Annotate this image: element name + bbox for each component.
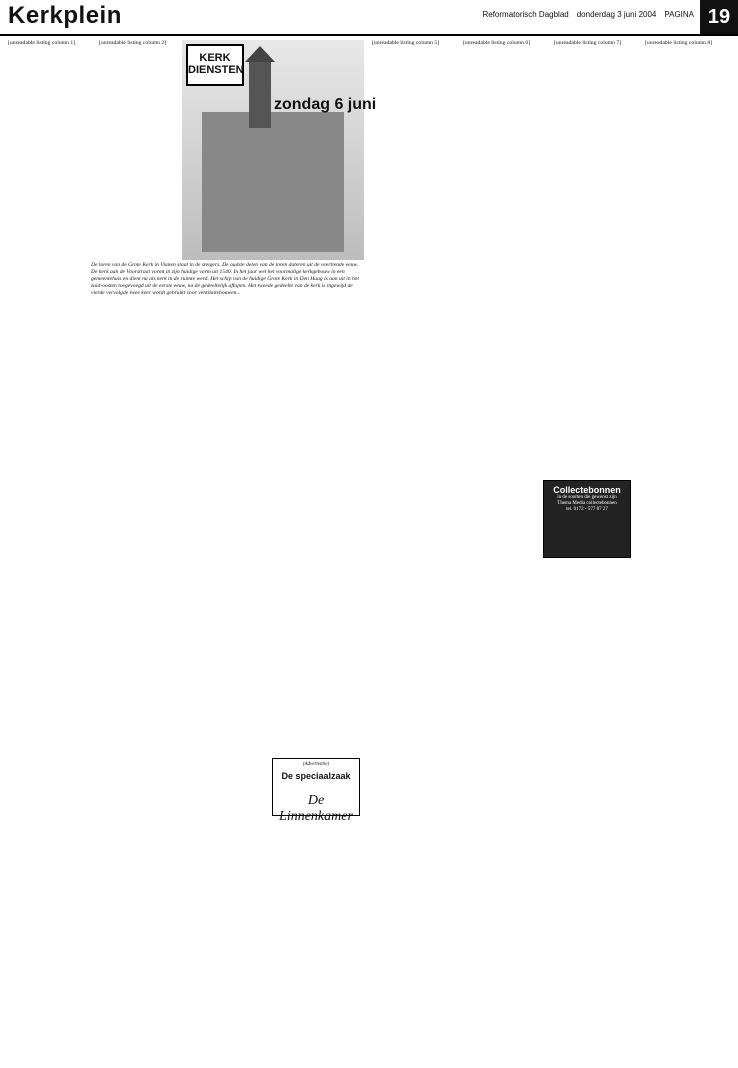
listing-column-6 <box>463 40 548 1060</box>
ad-contact: tel. 0172 - 577 87 27 <box>566 507 608 512</box>
church-photo <box>182 40 364 260</box>
ad-heading: Collectebonnen <box>553 485 621 495</box>
page-label: PAGINA <box>664 10 694 19</box>
ad-subtitle: in de soorten die gewenst zijn <box>557 495 617 500</box>
collectebonnen-ad <box>543 480 631 558</box>
issue-date: donderdag 3 juni 2004 <box>576 10 657 19</box>
service-date-heading: zondag 6 juni <box>274 96 377 113</box>
ad-company: Thema Media collectebonnen <box>557 501 617 506</box>
advertentie-label: (Advertentie) <box>302 762 330 767</box>
speciaalzaak-ad <box>272 758 360 824</box>
listing-entry: [unreadable listing column 6] <box>463 40 531 46</box>
photo-caption: De toren van de Grote Kerk in Vianen staat in de steigers. De oudste delen van de toren dateren uit de veertiende eeuw. De kerk aan de Voorstraat vormt in zijn huidige vorm uit 1540. In het jaar wel het voormalige kerkgebouw in een gemeentehuis en dient nu als kerk in de ruimte werd. Het schip van de huidige Grote Kerk in Den Haag is aan uit in het zuid-oosten toegevoegd uit de eerste eeuw, na de gedeeltelijk aflopen. Het tweede gedeelte van de kerk is ingewijd de vierde vervolgde twee keer wordt gebruikt voor ventilatiebouwen... <box>91 262 359 296</box>
header-meta <box>482 10 694 19</box>
listing-entry: [unreadable listing column 5] <box>372 40 440 46</box>
church-image <box>182 40 364 260</box>
listing-column-8 <box>645 40 730 1060</box>
page-header <box>0 0 738 36</box>
listing-column-1 <box>8 40 93 1060</box>
ad-heading: De speciaalzaak <box>281 771 351 781</box>
page-number: 19 <box>700 0 738 34</box>
listing-column-5 <box>372 40 457 1060</box>
listing-entry: [unreadable listing column 7] <box>554 40 622 46</box>
listing-entry: [unreadable listing column 2] <box>99 40 167 46</box>
listing-entry: [unreadable listing column 8] <box>645 40 713 46</box>
listing-column-2 <box>99 40 184 1060</box>
kerk-diensten-sign: KERK DIENSTEN <box>186 44 244 86</box>
section-title: Kerkplein <box>8 2 122 29</box>
newspaper-name: Reformatorisch Dagblad <box>482 10 569 19</box>
listing-entry: [unreadable listing column 1] <box>8 40 76 46</box>
ad-shop-name: De Linnenkamer <box>279 793 353 824</box>
